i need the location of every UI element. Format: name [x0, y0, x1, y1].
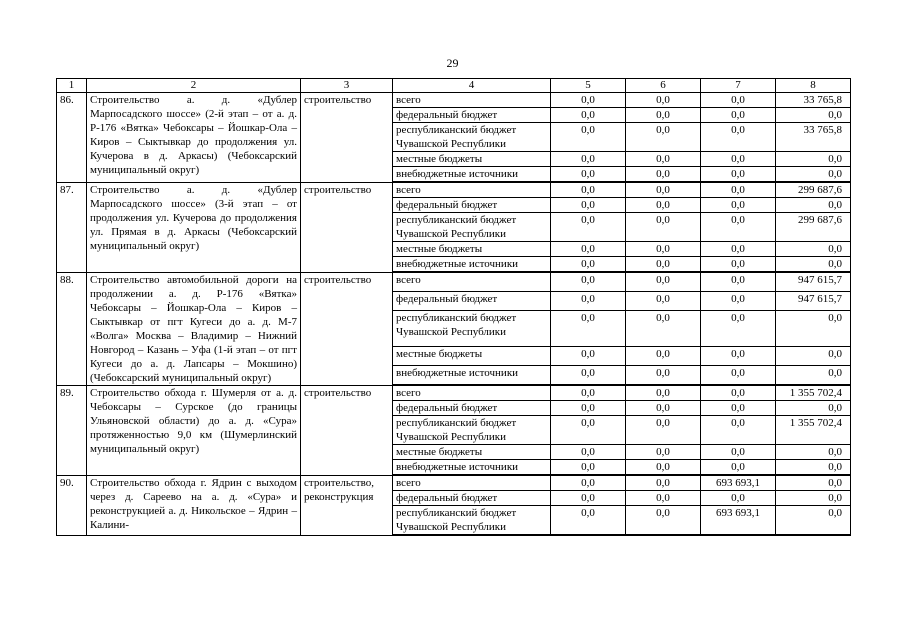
value-col6: 0,0 — [626, 310, 701, 346]
value-col6: 0,0 — [626, 242, 701, 257]
work-type: строительство, реконструкция — [301, 476, 393, 536]
value-col7: 0,0 — [701, 491, 776, 506]
funding-source: внебюджетные источники — [393, 167, 551, 182]
spacer-cell — [776, 535, 851, 536]
value-col8: 0,0 — [776, 460, 851, 475]
value-col7: 0,0 — [701, 460, 776, 475]
value-col5: 0,0 — [551, 491, 626, 506]
value-col6: 0,0 — [626, 460, 701, 475]
funding-source: всего — [393, 93, 551, 108]
value-col7: 0,0 — [701, 213, 776, 242]
budget-table — [56, 78, 851, 536]
spacer-cell — [626, 535, 701, 536]
value-col7: 0,0 — [701, 366, 776, 385]
value-col6: 0,0 — [626, 152, 701, 167]
funding-source: республиканский бюджет Чувашской Республики — [393, 310, 551, 346]
funding-source: местные бюджеты — [393, 152, 551, 167]
value-col8: 0,0 — [776, 401, 851, 416]
value-col7: 0,0 — [701, 257, 776, 272]
value-col8: 0,0 — [776, 347, 851, 366]
value-col7: 0,0 — [701, 416, 776, 445]
funding-source: республиканский бюджет Чувашской Республики — [393, 416, 551, 445]
column-header: 1 — [57, 79, 87, 93]
value-col8: 0,0 — [776, 445, 851, 460]
value-col6: 0,0 — [626, 291, 701, 310]
value-col5: 0,0 — [551, 386, 626, 401]
value-col7: 693 693,1 — [701, 476, 776, 491]
value-col6: 0,0 — [626, 198, 701, 213]
value-col5: 0,0 — [551, 108, 626, 123]
value-col5: 0,0 — [551, 310, 626, 346]
funding-source: местные бюджеты — [393, 242, 551, 257]
page-number: 29 — [446, 56, 459, 70]
funding-source: всего — [393, 273, 551, 292]
funding-source: внебюджетные источники — [393, 366, 551, 385]
value-col5: 0,0 — [551, 213, 626, 242]
value-col6: 0,0 — [626, 213, 701, 242]
funding-source: федеральный бюджет — [393, 291, 551, 310]
value-col7: 0,0 — [701, 93, 776, 108]
value-col5: 0,0 — [551, 123, 626, 152]
funding-source: всего — [393, 183, 551, 198]
work-type: строительство — [301, 183, 393, 273]
value-col7: 0,0 — [701, 386, 776, 401]
value-col6: 0,0 — [626, 273, 701, 292]
object-name: Строительство автомобильной дороги на продолжении а. д. Р-176 «Вятка» Чебоксары – Йошкар-Ола – Киров – Сыктывкар от пгт Кугеси до а. д. М-7 «Волга» Москва – Владимир – Нижний Новгород – Казань – Уфа (1-й этап – от пгт Кугеси до а. д. Лапсары – Мокшино) (Чебоксарский муниципальный округ) — [87, 273, 301, 386]
value-col7: 0,0 — [701, 167, 776, 182]
value-col6: 0,0 — [626, 386, 701, 401]
value-col5: 0,0 — [551, 257, 626, 272]
value-col6: 0,0 — [626, 183, 701, 198]
value-col8: 0,0 — [776, 167, 851, 182]
funding-source: всего — [393, 476, 551, 491]
column-header: 4 — [393, 79, 551, 93]
funding-source: местные бюджеты — [393, 445, 551, 460]
value-col8: 299 687,6 — [776, 183, 851, 198]
value-col8: 0,0 — [776, 366, 851, 385]
funding-source: внебюджетные источники — [393, 257, 551, 272]
value-col7: 0,0 — [701, 183, 776, 198]
value-col8: 299 687,6 — [776, 213, 851, 242]
value-col7: 0,0 — [701, 291, 776, 310]
value-col5: 0,0 — [551, 460, 626, 475]
value-col5: 0,0 — [551, 242, 626, 257]
value-col5: 0,0 — [551, 366, 626, 385]
funding-source: федеральный бюджет — [393, 401, 551, 416]
column-header: 5 — [551, 79, 626, 93]
value-col8: 0,0 — [776, 152, 851, 167]
value-col6: 0,0 — [626, 506, 701, 535]
value-col5: 0,0 — [551, 401, 626, 416]
funding-source: федеральный бюджет — [393, 108, 551, 123]
funding-source: федеральный бюджет — [393, 491, 551, 506]
value-col5: 0,0 — [551, 152, 626, 167]
value-col7: 0,0 — [701, 401, 776, 416]
value-col8: 0,0 — [776, 108, 851, 123]
value-col6: 0,0 — [626, 347, 701, 366]
value-col6: 0,0 — [626, 123, 701, 152]
value-col8: 1 355 702,4 — [776, 386, 851, 401]
value-col8: 0,0 — [776, 476, 851, 491]
value-col8: 33 765,8 — [776, 123, 851, 152]
funding-source: местные бюджеты — [393, 347, 551, 366]
value-col8: 947 615,7 — [776, 273, 851, 292]
row-number: 86. — [57, 93, 87, 183]
value-col8: 947 615,7 — [776, 291, 851, 310]
value-col7: 0,0 — [701, 445, 776, 460]
funding-source: республиканский бюджет Чувашской Республики — [393, 123, 551, 152]
value-col6: 0,0 — [626, 445, 701, 460]
column-header: 3 — [301, 79, 393, 93]
value-col5: 0,0 — [551, 183, 626, 198]
spacer-cell — [393, 535, 551, 536]
row-number: 87. — [57, 183, 87, 273]
row-number: 90. — [57, 476, 87, 536]
column-header: 6 — [626, 79, 701, 93]
value-col8: 0,0 — [776, 198, 851, 213]
value-col5: 0,0 — [551, 198, 626, 213]
value-col8: 0,0 — [776, 242, 851, 257]
funding-source: внебюджетные источники — [393, 460, 551, 475]
value-col6: 0,0 — [626, 491, 701, 506]
value-col6: 0,0 — [626, 476, 701, 491]
work-type: строительство — [301, 273, 393, 386]
table-row — [57, 273, 851, 292]
funding-source: республиканский бюджет Чувашской Республики — [393, 213, 551, 242]
object-name: Строительство обхода г. Шумерля от а. д. Чебоксары – Сурское (до границы Ульяновской области) до а. д. «Сура» протяженностью 9,0 км (Шумерлинский муниципальный округ) — [87, 386, 301, 476]
value-col8: 0,0 — [776, 506, 851, 535]
value-col7: 693 693,1 — [701, 506, 776, 535]
table-row — [57, 183, 851, 198]
spacer-cell — [701, 535, 776, 536]
row-number: 88. — [57, 273, 87, 386]
value-col7: 0,0 — [701, 310, 776, 346]
value-col6: 0,0 — [626, 366, 701, 385]
value-col6: 0,0 — [626, 108, 701, 123]
table-body — [57, 79, 851, 536]
column-header: 7 — [701, 79, 776, 93]
value-col5: 0,0 — [551, 291, 626, 310]
value-col7: 0,0 — [701, 198, 776, 213]
value-col8: 1 355 702,4 — [776, 416, 851, 445]
value-col5: 0,0 — [551, 476, 626, 491]
value-col6: 0,0 — [626, 401, 701, 416]
object-name: Строительство обхода г. Ядрин с выходом через д. Сареево на а. д. «Сура» и реконструкцией а. д. Никольское – Ядрин – Калини- — [87, 476, 301, 536]
column-header: 2 — [87, 79, 301, 93]
column-header: 8 — [776, 79, 851, 93]
funding-source: всего — [393, 386, 551, 401]
value-col5: 0,0 — [551, 273, 626, 292]
object-name: Строительство а. д. «Дублер Марпосадского шоссе» (3-й этап – от продолжения ул. Кучерова до продолжения ул. Прямая в д. Аркасы (Чебоксарский муниципальный округ) — [87, 183, 301, 273]
work-type: строительство — [301, 93, 393, 183]
object-name: Строительство а. д. «Дублер Марпосадского шоссе» (2-й этап – от а. д. Р-176 «Вятка» Чебоксары – Йошкар-Ола – Киров – Сыктывкар до продолжения ул. Кучерова в д. Аркасы) (Чебоксарский муниципальный округ) — [87, 93, 301, 183]
value-col7: 0,0 — [701, 347, 776, 366]
value-col7: 0,0 — [701, 152, 776, 167]
table-row — [57, 386, 851, 401]
value-col5: 0,0 — [551, 167, 626, 182]
value-col7: 0,0 — [701, 242, 776, 257]
funding-source: республиканский бюджет Чувашской Республики — [393, 506, 551, 535]
value-col6: 0,0 — [626, 93, 701, 108]
value-col5: 0,0 — [551, 93, 626, 108]
value-col7: 0,0 — [701, 273, 776, 292]
value-col6: 0,0 — [626, 167, 701, 182]
table-row — [57, 93, 851, 108]
value-col8: 33 765,8 — [776, 93, 851, 108]
value-col7: 0,0 — [701, 108, 776, 123]
header-row — [57, 79, 851, 93]
value-col6: 0,0 — [626, 257, 701, 272]
value-col8: 0,0 — [776, 257, 851, 272]
table-row — [57, 476, 851, 491]
value-col5: 0,0 — [551, 445, 626, 460]
value-col8: 0,0 — [776, 491, 851, 506]
value-col5: 0,0 — [551, 506, 626, 535]
value-col7: 0,0 — [701, 123, 776, 152]
value-col5: 0,0 — [551, 416, 626, 445]
row-number: 89. — [57, 386, 87, 476]
spacer-cell — [551, 535, 626, 536]
value-col5: 0,0 — [551, 347, 626, 366]
value-col6: 0,0 — [626, 416, 701, 445]
work-type: строительство — [301, 386, 393, 476]
value-col8: 0,0 — [776, 310, 851, 346]
funding-source: федеральный бюджет — [393, 198, 551, 213]
